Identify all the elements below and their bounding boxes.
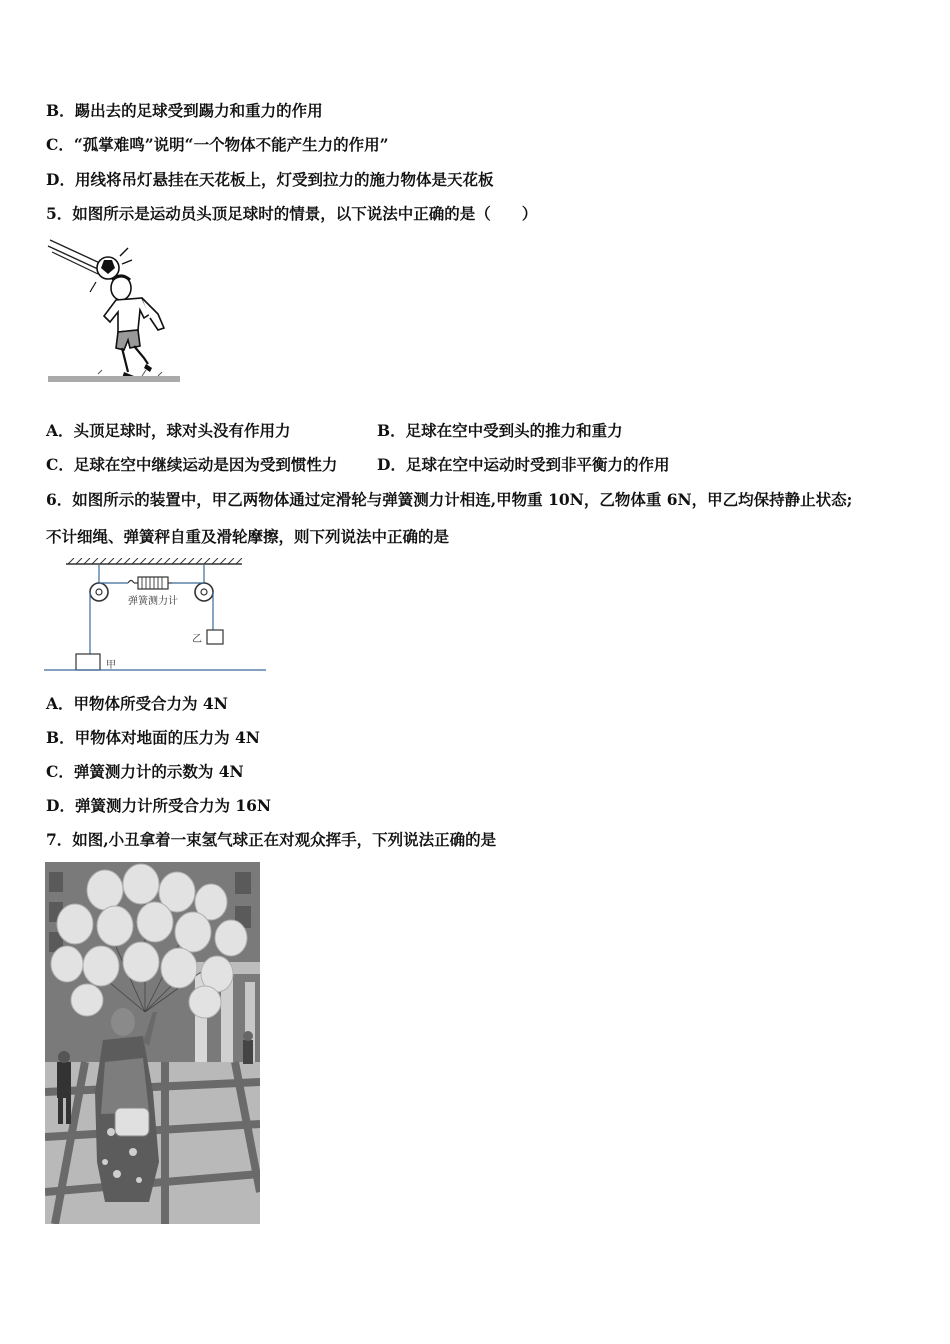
q6-stem-line1: 6．如图所示的装置中，甲乙两物体通过定滑轮与弹簧测力计相连,甲物重 10N，乙物体重 6N，甲乙均保持静止状态; [46, 490, 853, 509]
header-ball-illustration [46, 236, 182, 384]
q6-stem-line2: 不计细绳、弹簧秤自重及滑轮摩擦，则下列说法中正确的是 [46, 527, 450, 546]
label-jia: 甲 [106, 660, 116, 671]
pulley-diagram [44, 558, 270, 674]
clown-balloons-photo [45, 862, 260, 1224]
q5-option-b: B．足球在空中受到头的推力和重力 [377, 421, 623, 440]
q7-stem: 7．如图,小丑拿着一束氢气球正在对观众挥手，下列说法正确的是 [46, 830, 497, 849]
q6-option-c: C．弹簧测力计的示数为 4N [46, 762, 244, 781]
q5-option-a: A．头顶足球时，球对头没有作用力 [46, 421, 291, 440]
q5-option-d: D．足球在空中运动时受到非平衡力的作用 [377, 455, 670, 474]
q4-option-b: B．踢出去的足球受到踢力和重力的作用 [46, 101, 323, 120]
q4-option-c: C．“孤掌难鸣”说明“一个物体不能产生力的作用” [46, 135, 389, 154]
q6-option-a: A．甲物体所受合力为 4N [46, 694, 228, 713]
label-yi: 乙 [192, 634, 202, 645]
q4-option-d: D．用线将吊灯悬挂在天花板上，灯受到拉力的施力物体是天花板 [46, 170, 494, 189]
q5-stem: 5．如图所示是运动员头顶足球时的情景，以下说法中正确的是（ ） [46, 204, 538, 223]
q5-option-c: C．足球在空中继续运动是因为受到惯性力 [46, 455, 338, 474]
q6-option-b: B．甲物体对地面的压力为 4N [46, 728, 260, 747]
q6-option-d: D．弹簧测力计所受合力为 16N [46, 796, 272, 815]
spring-scale-label: 弹簧测力计 [128, 596, 178, 607]
